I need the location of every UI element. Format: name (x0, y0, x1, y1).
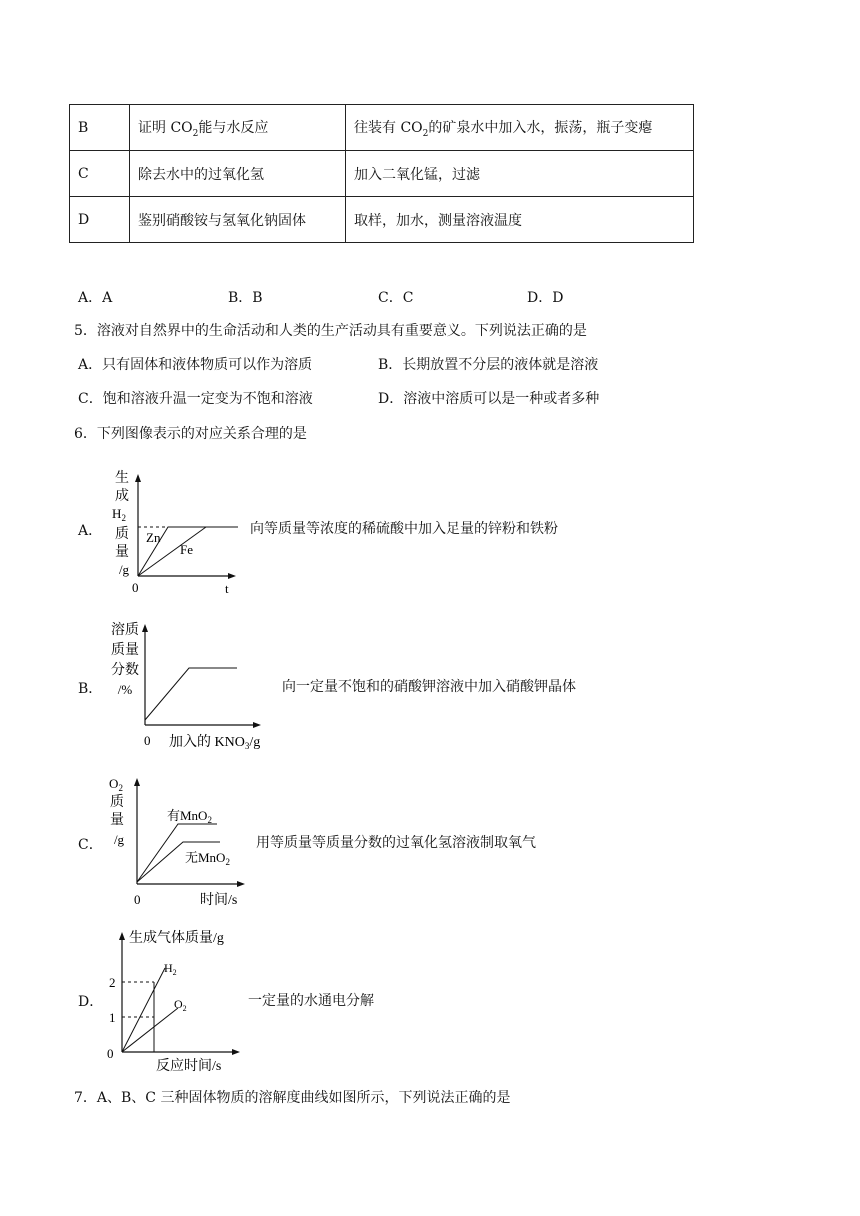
graph-a-label-fe: Fe (180, 542, 193, 557)
svg-text:质: 质 (110, 795, 124, 810)
graph-d-y-arrow (119, 932, 125, 940)
graph-d-origin: 0 (107, 1046, 114, 1061)
graph-a-label-zn: Zn (146, 530, 161, 545)
q6-option-c-letter[interactable]: C． (78, 837, 103, 853)
table-row (70, 105, 694, 151)
svg-text:质量: 质量 (111, 643, 139, 658)
q5-choice-d[interactable]: D．溶液中溶质可以是一种或者多种 (378, 391, 600, 407)
graph-b-y-arrow (142, 624, 148, 632)
graph-c-y-label (109, 776, 124, 847)
method-cell: 取样，加水，测量溶液温度 (346, 197, 694, 243)
graph-c-y-arrow (134, 778, 140, 786)
graph-d-line-o2 (122, 1008, 178, 1052)
graph-c-origin: 0 (134, 892, 141, 907)
q6-option-a-letter[interactable]: A． (78, 523, 103, 539)
svg-text:质: 质 (115, 527, 129, 542)
graph-c-x-label: 时间/s (200, 893, 238, 908)
graph-d-line-h2 (122, 968, 165, 1052)
graph-b-x-arrow (253, 722, 261, 728)
graph-a (108, 468, 238, 596)
graph-b (105, 618, 285, 756)
svg-text:量: 量 (115, 545, 129, 560)
graph-c (105, 772, 250, 910)
q6-option-b-letter[interactable]: B． (78, 681, 103, 697)
graph-c-label-without: 无MnO$_2$ (185, 850, 230, 867)
graph-b-y-label (111, 621, 139, 697)
q6-option-b-text: 向一定量不饱和的硝酸钾溶液中加入硝酸钾晶体 (282, 679, 576, 695)
row-label: B (70, 105, 130, 151)
graph-a-y-label (112, 469, 129, 577)
q6-option-d-text: 一定量的水通电分解 (248, 993, 374, 1009)
svg-text:分数: 分数 (111, 663, 139, 678)
svg-text:/g: /g (118, 562, 130, 577)
svg-text:O2: $O_2$ (109, 776, 123, 793)
graph-d (102, 924, 252, 1074)
q6-stem: 6．下列图像表示的对应关系合理的是 (74, 426, 307, 442)
method-cell: 往装有 $CO_2$的矿泉水中加入水，振荡，瓶子变瘪 (346, 105, 694, 151)
options-table (69, 104, 694, 243)
svg-text:/%: /% (117, 682, 133, 697)
graph-d-tick-2: 2 (109, 975, 116, 990)
row-label: D (70, 197, 130, 243)
purpose-cell: 除去水中的过氧化氢 (130, 151, 346, 197)
svg-text:量: 量 (110, 813, 124, 828)
purpose-cell: 鉴别硝酸铵与氢氧化钠固体 (130, 197, 346, 243)
graph-a-origin: 0 (132, 580, 139, 595)
svg-text:生: 生 (115, 471, 129, 486)
q5-choice-c[interactable]: C．饱和溶液升温一定变为不饱和溶液 (78, 391, 313, 407)
table-row (70, 197, 694, 243)
graph-d-label-h2: $H_2$ (164, 961, 177, 977)
svg-text:溶质: 溶质 (111, 623, 139, 638)
q4-choice-a[interactable]: A．A (78, 290, 113, 306)
q4-choice-d[interactable]: D．D (527, 290, 564, 306)
q6-option-a-text: 向等质量等浓度的稀硫酸中加入足量的锌粉和铁粉 (250, 521, 558, 537)
q6-option-c-text: 用等质量等质量分数的过氧化氢溶液制取氧气 (256, 835, 536, 851)
q5-choice-a[interactable]: A．只有固体和液体物质可以作为溶质 (78, 357, 313, 373)
q6-option-d-letter[interactable]: D． (78, 994, 104, 1010)
svg-text:/g: /g (113, 832, 125, 847)
graph-c-x-arrow (237, 881, 245, 887)
graph-a-y-arrow (135, 474, 141, 482)
graph-d-x-label: 反应时间/s (156, 1059, 222, 1074)
method-cell: 加入二氧化锰，过滤 (346, 151, 694, 197)
table-row (70, 151, 694, 197)
graph-d-label-o2: $O_2$ (174, 997, 187, 1013)
q5-stem: 5．溶液对自然界中的生命活动和人类的生产活动具有重要意义。下列说法正确的是 (74, 323, 587, 339)
graph-b-line (145, 668, 237, 720)
q4-choice-c[interactable]: C．C (378, 290, 414, 306)
graph-b-origin: 0 (144, 733, 151, 748)
q5-choice-b[interactable]: B．长期放置不分层的液体就是溶液 (378, 357, 599, 373)
q4-choice-b[interactable]: B．B (228, 290, 263, 306)
graph-d-tick-1: 1 (109, 1010, 116, 1025)
svg-text:成: 成 (115, 489, 129, 504)
graph-a-x-arrow (228, 573, 236, 579)
graph-d-y-label: 生成气体质量/g (129, 931, 224, 946)
graph-b-x-label: 加入的 $KNO_3/g$ (169, 735, 261, 751)
q7-stem: 7．A、B、C 三种固体物质的溶解度曲线如图所示，下列说法正确的是 (74, 1090, 511, 1106)
purpose-cell: 证明 $CO_2$能与水反应 (130, 105, 346, 151)
svg-text:H2: $H_2$ (112, 506, 126, 523)
row-label: C (70, 151, 130, 197)
graph-d-x-arrow (232, 1049, 240, 1055)
graph-c-label-with: 有MnO$_2$ (167, 808, 212, 825)
graph-a-x-label: t (225, 581, 229, 596)
